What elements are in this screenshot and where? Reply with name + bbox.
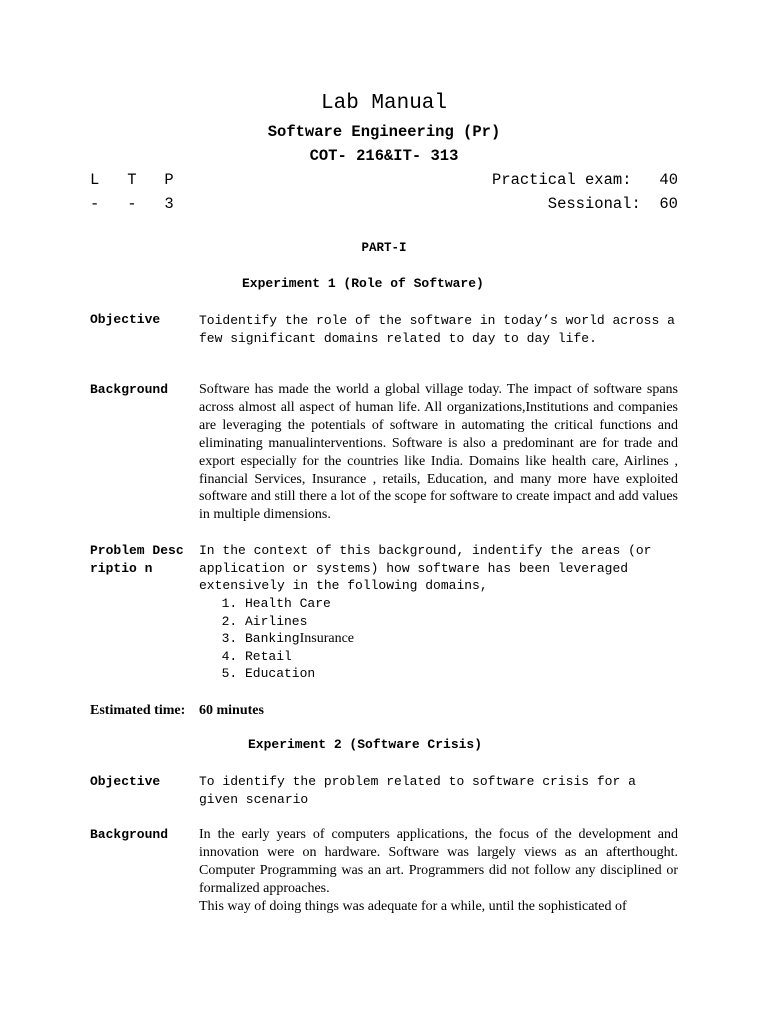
problem-description-label: Problem Descriptio n (90, 543, 184, 576)
list-item: 5. Education (245, 665, 354, 683)
background-label: Background (90, 382, 169, 397)
background-text: Software has made the world a global village today. The impact of software spans across almost all aspect of human life. All organizations,Institutions and companies are leveraging the potentials of software in automating the critical functions and eliminating manualinterventions. Software is also a predominant are for trade and export especially for the countries like India. Domains like health care, Airlines , financial Services, Insurance , retails, Education, and many more have exploited software and still there a lot of the scope for software to create impact and add values in multiple dimensions. (199, 382, 678, 523)
ltp-header: L T P (90, 171, 174, 189)
practical-exam-marks: Practical exam: 40 (491, 171, 678, 189)
experiment-1-title: Experiment 1 (Role of Software) (242, 276, 484, 291)
course-title: Software Engineering (Pr) (267, 123, 501, 141)
part-heading: PART-I (361, 241, 407, 255)
background-label-2: Background (90, 827, 169, 842)
problem-description-text: In the context of this background, indentify the areas (or application or systems) how software has been leveraged extensively in the following domains, (199, 543, 652, 593)
list-item: 3. BankingInsurance (245, 630, 354, 648)
experiment-2-title: Experiment 2 (Software Crisis) (248, 737, 483, 752)
page-title: Lab Manual (320, 92, 448, 115)
background-paragraph-2: This way of doing things was adequate for a while, until the sophisticated of (199, 898, 627, 914)
estimated-time-value: 60 minutes (199, 703, 264, 718)
ltp-values: - - 3 (90, 195, 174, 213)
background-paragraph-1: In the early years of computers applications, the focus of the development and innovation were on hardware. Software was largely views as an afterthought. Computer Programming was an art. Programmers did not follow any disciplined or formalized approaches. (199, 827, 678, 896)
objective-label-2: Objective (90, 774, 161, 789)
objective-text: Toidentify the role of the software in today’s world across a few significant domains related to day to day life. (199, 313, 675, 346)
list-item: 1. Health Care (245, 595, 354, 613)
domain-list (199, 595, 354, 683)
background-text-2 (199, 826, 678, 916)
list-item: 2. Airlines (245, 613, 354, 631)
list-item: 4. Retail (245, 648, 354, 666)
insurance-text: Insurance (299, 631, 355, 646)
objective-text-2: To identify the problem related to software crisis for a given scenario (199, 774, 636, 807)
objective-label: Objective (90, 312, 161, 327)
sessional-marks: Sessional: 60 (547, 195, 678, 213)
estimated-time-label: Estimated time: (90, 703, 186, 718)
course-code: COT- 216&IT- 313 (309, 147, 459, 165)
